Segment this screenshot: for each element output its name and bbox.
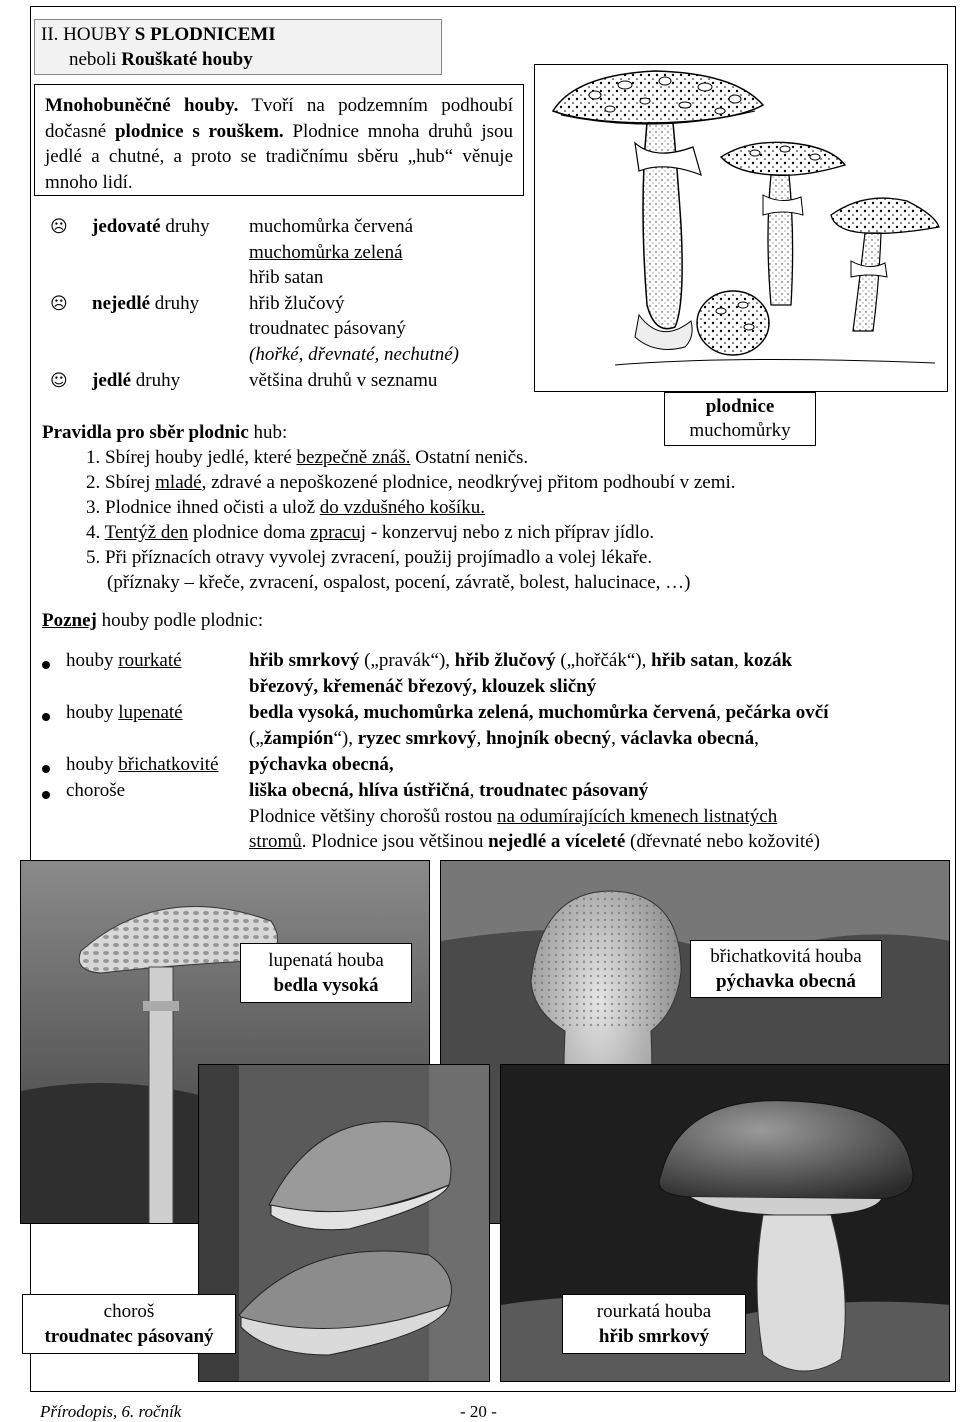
type-underlined: břichatkovité (118, 754, 219, 775)
species: žampión (263, 728, 334, 749)
title-prefix: II. HOUBY (41, 24, 135, 45)
bullet-icon (42, 656, 50, 674)
type-pre: houby (66, 754, 119, 775)
rule-text: Ostatní neničs. (410, 447, 529, 468)
rule-1 (86, 445, 528, 470)
intro-box (34, 84, 524, 196)
poisonous-rest: druhy (160, 216, 210, 237)
species: hnojník obecný (485, 728, 612, 749)
type-underlined: rourkaté (118, 650, 182, 671)
species-sep: , (469, 780, 480, 801)
chorose-text: Plodnice většiny chorošů rostou (249, 806, 498, 827)
group-poisonous (50, 214, 68, 240)
rule-text: Sbírej houby jedlé, které (105, 447, 297, 468)
rule-num: 4. (86, 522, 101, 543)
chorose-bold: nejedlé a víceleté (488, 831, 626, 852)
poisonous-item-3: hřib satan (249, 267, 324, 288)
species: hřib smrkový (249, 650, 360, 671)
rule-underlined: Tentýž den (104, 522, 189, 543)
group-inedible (50, 291, 68, 317)
species-sep: („pravák“), (359, 650, 455, 671)
rule-num: 5. (86, 547, 101, 568)
species: václavka obecná (620, 728, 755, 749)
footer-subject: Přírodopis, 6. ročník (40, 1402, 182, 1421)
type-pre: houby (66, 702, 119, 723)
species: březový, křemenáč březový, klouzek sličný (249, 676, 597, 697)
chorose-line-2 (249, 804, 777, 829)
bullet-icon (42, 760, 50, 778)
chorose-line-3 (249, 829, 820, 854)
lupenate-line-2 (249, 726, 759, 751)
smiley-face-icon: ☺ (50, 371, 68, 391)
poisonous-bold: jedovaté (92, 216, 161, 237)
label-bolete (562, 1294, 746, 1354)
label-bracket (22, 1294, 236, 1354)
group-edible (50, 368, 68, 394)
rule-text: Plodnice ihned očisti a ulož (105, 497, 320, 518)
rules-heading-rest: hub: (248, 422, 288, 443)
type-chorose: choroše (66, 780, 126, 801)
rule-text: , zdravé a nepoškozené plodnice, neodkrývej přitom podhoubí v zemi. (201, 472, 736, 493)
rule-text: Sbírej (105, 472, 156, 493)
photo-bracket-fungus (198, 1064, 490, 1382)
label-puffball-line-1: břichatkovitá houba (710, 946, 862, 967)
type-rourkate (66, 648, 182, 673)
rule-underlined: zpracuj (310, 522, 367, 543)
chorose-text: (dřevnaté nebo kožovité) (625, 831, 820, 852)
intro-bold-1: Mnohobuněčné houby. (45, 95, 239, 116)
species-sep: , (611, 728, 621, 749)
species-sep: („ (249, 728, 264, 749)
bullet-icon (42, 786, 50, 804)
group-poisonous-label (92, 214, 210, 239)
rule-text: plodnice doma (188, 522, 311, 543)
species-sep: , (716, 702, 726, 723)
type-underlined: lupenaté (118, 702, 183, 723)
group-inedible-label (92, 291, 199, 316)
identify-heading-rest: houby podle plodnic: (96, 610, 264, 631)
lupenate-line-1 (249, 700, 828, 725)
rules-heading-bold: Pravidla pro sběr plodnic (42, 422, 249, 443)
rule-4 (86, 520, 654, 545)
label-puffball-line-2: pýchavka obecná (716, 971, 856, 992)
type-brichatkovite (66, 752, 219, 777)
label-bracket-line-1: choroš (103, 1301, 155, 1322)
species: troudnatec pásovaný (479, 780, 649, 801)
caption-line-2: muchomůrky (689, 420, 791, 441)
species: pečárka ovčí (725, 702, 829, 723)
symptoms: (příznaky – křeče, zvracení, ospalost, pocení, závratě, bolest, halucinace, …) (107, 572, 691, 593)
rule-num: 2. (86, 472, 101, 493)
sad-face-icon: ☹ (50, 217, 68, 237)
edible-rest: druhy (131, 370, 181, 391)
intro-text-2: Plodnice mnoha druhů jsou jedlé a chutné, a proto se tradičnímu sběru „hub“ věnuje mnoho lidí. (45, 120, 513, 193)
rules-heading (42, 420, 287, 445)
rourkate-line-1 (249, 648, 792, 673)
inedible-item-3: (hořké, dřevnaté, nechutné) (249, 344, 459, 365)
species: liška obecná, hlíva ústřičná (249, 780, 470, 801)
bullet-icon (42, 708, 50, 726)
species-sep: , (754, 728, 759, 749)
fly-agaric-drawing (534, 64, 948, 392)
species-sep: “), (333, 728, 358, 749)
subtitle-prefix: neboli (69, 49, 122, 70)
rule-num: 1. (86, 447, 101, 468)
species: hřib satan (651, 650, 734, 671)
rule-2 (86, 470, 736, 495)
chorose-text: . Plodnice jsou většinou (301, 831, 489, 852)
inedible-rest: druhy (150, 293, 200, 314)
inedible-bold: nejedlé (92, 293, 151, 314)
rule-num: 3. (86, 497, 101, 518)
rourkate-line-2 (249, 674, 596, 699)
label-parasol (240, 943, 412, 1003)
caption-line-1: plodnice (705, 396, 775, 417)
species: hřib žlučový (454, 650, 556, 671)
type-lupenate (66, 700, 183, 725)
label-bolete-line-1: rourkatá houba (596, 1301, 712, 1322)
page-number: - 20 - (460, 1402, 497, 1421)
rule-text: - konzervuj nebo z nich příprav jídlo. (366, 522, 655, 543)
chorose-line-1 (249, 778, 648, 803)
subtitle-bold: Rouškaté houby (121, 49, 253, 70)
poisonous-item-1: muchomůrka červená (249, 216, 414, 237)
inedible-item-1: hřib žlučový (249, 293, 345, 314)
intro-bold-2: plodnice s rouškem. (114, 120, 284, 142)
species-sep: , (476, 728, 486, 749)
poisonous-item-2: muchomůrka zelená (249, 242, 403, 263)
species: kozák (743, 650, 793, 671)
identify-heading (42, 608, 263, 633)
rule-text: Při příznacích otravy vyvolej zvracení, použij projímadlo a volej lékaře. (105, 547, 653, 568)
rule-underlined: bezpečně znáš. (296, 447, 411, 468)
type-pre: houby (66, 650, 119, 671)
rule-5 (86, 545, 652, 570)
label-parasol-line-1: lupenatá houba (268, 950, 384, 971)
chorose-underlined: na odumírajících kmenech listnatých (497, 806, 778, 827)
label-parasol-line-2: bedla vysoká (273, 975, 379, 996)
rule-underlined: do vzdušného košíku. (319, 497, 485, 518)
edible-bold: jedlé (92, 370, 132, 391)
species: bedla vysoká, muchomůrka zelená, muchomůrka červená (249, 702, 717, 723)
figure-caption (664, 392, 816, 446)
title-bold: S PLODNICEMI (134, 24, 276, 45)
species-sep: , (733, 650, 744, 671)
edible-item-1: většina druhů v seznamu (249, 370, 438, 391)
label-bracket-line-2: troudnatec pásovaný (44, 1326, 214, 1347)
intro-text-1: Tvoří na podzemním podhoubí dočasné (45, 95, 513, 142)
inedible-item-2: troudnatec pásovaný (249, 318, 406, 339)
chorose-underlined: stromů (249, 831, 302, 852)
brichatkovite-line-1 (249, 752, 394, 777)
species: pýchavka obecná, (249, 754, 394, 775)
label-puffball (690, 940, 882, 998)
identify-heading-u: Poznej (42, 610, 97, 631)
group-edible-label (92, 368, 180, 393)
rule-underlined: mladé (155, 472, 202, 493)
species: ryzec smrkový (357, 728, 477, 749)
rule-3 (86, 495, 485, 520)
sad-face-icon: ☹ (50, 294, 68, 314)
species-sep: („hořčák“), (555, 650, 652, 671)
section-title (34, 19, 442, 75)
label-bolete-line-2: hřib smrkový (598, 1326, 710, 1347)
